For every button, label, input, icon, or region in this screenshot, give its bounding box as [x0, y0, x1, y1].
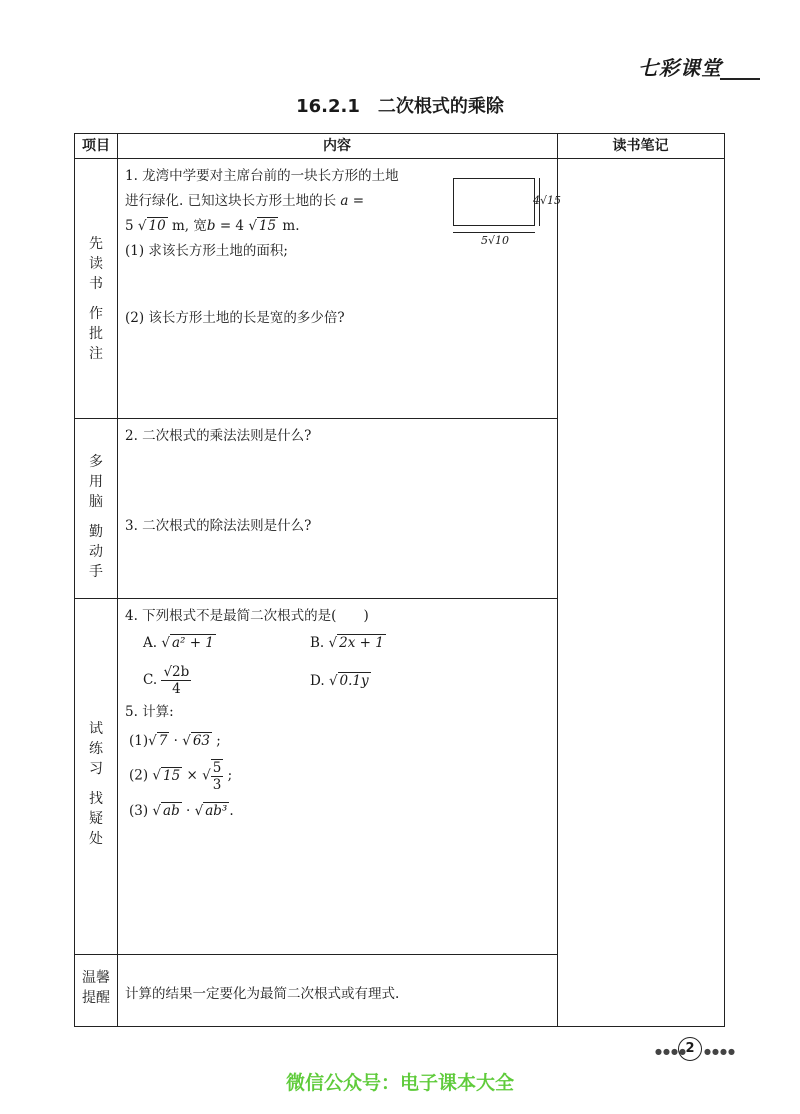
divider-row-2	[75, 598, 558, 599]
q5-part-1: (1)√ 7 · √ 63 ;	[129, 733, 221, 749]
header-project: 项目	[82, 138, 110, 154]
divider-col-2	[557, 134, 558, 1026]
divider-row-3	[75, 954, 558, 955]
q1-sub1: (1) 求该长方形土地的面积;	[125, 243, 288, 259]
question-3: 3. 二次根式的除法法则是什么?	[125, 518, 312, 534]
section-label-practice: 试练习 找疑处	[89, 721, 103, 847]
q4-option-a: A. √ a² + 1	[143, 635, 214, 651]
question-4-stem: 4. 下列根式不是最简二次根式的是( )	[125, 608, 369, 624]
divider-col-1	[117, 134, 118, 1026]
rectangle-shape	[453, 178, 535, 226]
logo-underline	[720, 78, 760, 80]
question-2: 2. 二次根式的乘法法则是什么?	[125, 428, 312, 444]
height-label: 4√15	[533, 194, 562, 207]
q4-option-c: C. $\frac{√2b}{4}$	[143, 664, 190, 697]
q4-option-b: B. √ 2x + 1	[310, 635, 384, 651]
brand-logo: 七彩课堂	[638, 56, 722, 80]
page-dots-left: ●●●●	[655, 1047, 687, 1056]
header-notes: 读书笔记	[612, 138, 669, 154]
q1-line1: 1. 龙湾中学要对主席台前的一块长方形的土地	[125, 168, 399, 184]
question-1	[125, 164, 445, 264]
q1-sub2: (2) 该长方形土地的长是宽的多少倍?	[125, 310, 345, 326]
page-number: 2	[678, 1037, 702, 1061]
q4-option-d: D. √ 0.1y	[310, 673, 369, 689]
width-label: 5√10	[481, 234, 510, 247]
q1-line3: 5 √ 10 m, 宽b = 4 √ 15 m.	[125, 218, 300, 234]
header-content: 内容	[323, 138, 351, 154]
rectangle-figure	[453, 178, 565, 250]
q5-part-3: (3) √ ab · √ ab³ .	[129, 803, 234, 819]
section-label-tip: 温馨 提醒	[82, 970, 110, 1006]
tip-text: 计算的结果一定要化为最简二次根式或有理式.	[125, 986, 400, 1002]
width-dim-line	[453, 232, 535, 233]
section-label-read: 先读书 作批注	[89, 236, 103, 362]
section-label-think: 多用脑 勤动手	[89, 454, 103, 580]
study-table	[74, 133, 725, 1027]
page-dots-right: ●●●●	[704, 1047, 736, 1056]
divider-header	[75, 158, 724, 159]
page-title: 16.2.1 二次根式的乘除	[296, 96, 504, 117]
divider-row-1	[75, 418, 558, 419]
question-5-stem: 5. 计算:	[125, 704, 174, 720]
watermark-text: 微信公众号：电子课本大全	[285, 1072, 514, 1094]
q1-line2: 进行绿化. 已知这块长方形土地的长 a =	[125, 193, 365, 209]
q5-part-2: (2) √ 15 × √ $\frac{5}{3}$ ;	[129, 760, 233, 793]
